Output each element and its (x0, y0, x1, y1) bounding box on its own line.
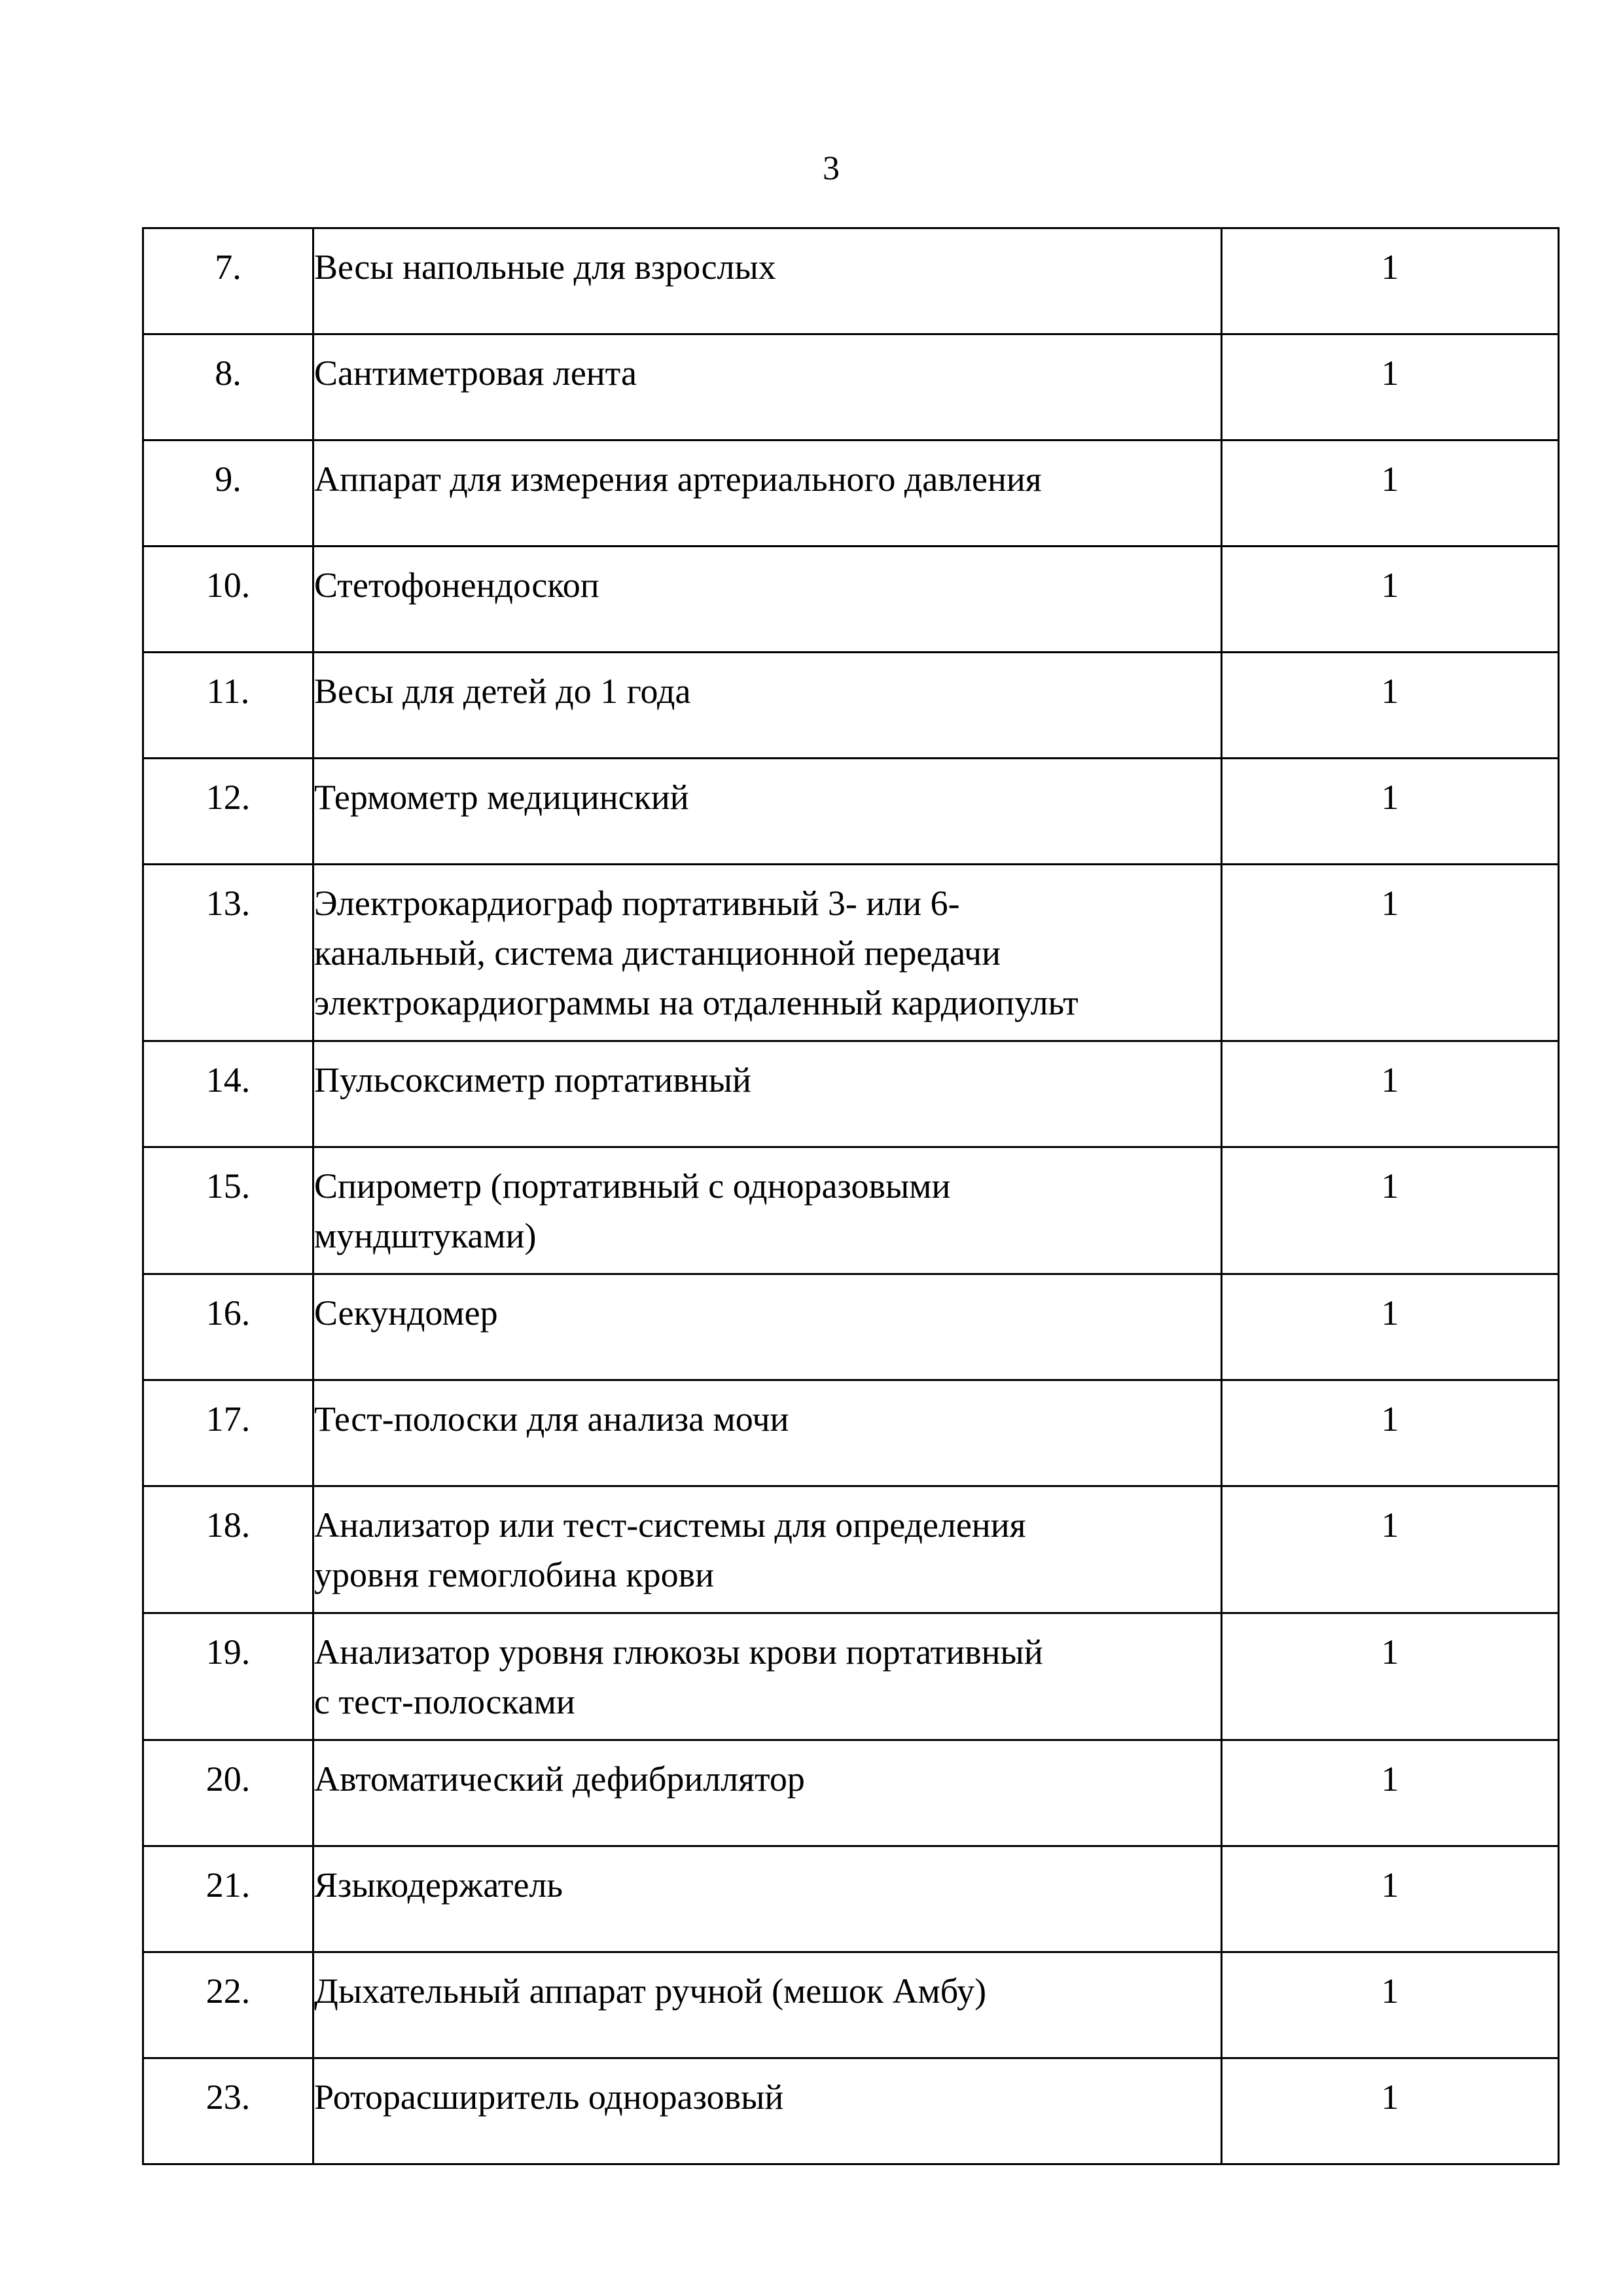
item-quantity: 1 (1222, 1846, 1559, 1952)
row-number: 14. (143, 1041, 313, 1147)
item-quantity: 1 (1222, 2058, 1559, 2164)
item-name (313, 865, 1222, 1041)
row-number: 22. (143, 1952, 313, 2058)
item-name-line: уровня гемоглобина крови (314, 1555, 715, 1594)
item-name: Термометр медицинский (313, 759, 1222, 865)
item-quantity: 1 (1222, 1952, 1559, 2058)
item-name (313, 1486, 1222, 1613)
table-row (143, 759, 1559, 865)
row-number: 20. (143, 1740, 313, 1846)
table-row (143, 1952, 1559, 2058)
item-name: Пульсоксиметр портативный (313, 1041, 1222, 1147)
item-quantity: 1 (1222, 1274, 1559, 1380)
table-row (143, 334, 1559, 440)
table-row (143, 1613, 1559, 1740)
row-number: 21. (143, 1846, 313, 1952)
table-row (143, 653, 1559, 759)
item-name-line: Анализатор или тест-системы для определения (314, 1505, 1026, 1545)
table-row (143, 1846, 1559, 1952)
item-name-line: электрокардиограммы на отдаленный кардиопульт (314, 983, 1079, 1022)
table-row (143, 2058, 1559, 2164)
item-name: Дыхательный аппарат ручной (мешок Амбу) (313, 1952, 1222, 2058)
row-number: 19. (143, 1613, 313, 1740)
item-name-line: мундштуками) (314, 1216, 537, 1255)
item-quantity: 1 (1222, 228, 1559, 334)
equipment-table (142, 227, 1560, 2165)
item-name (313, 1613, 1222, 1740)
item-name: Весы для детей до 1 года (313, 653, 1222, 759)
item-quantity: 1 (1222, 653, 1559, 759)
row-number: 12. (143, 759, 313, 865)
row-number: 8. (143, 334, 313, 440)
item-quantity: 1 (1222, 547, 1559, 653)
row-number: 23. (143, 2058, 313, 2164)
item-quantity: 1 (1222, 1147, 1559, 1274)
row-number: 16. (143, 1274, 313, 1380)
item-name: Роторасширитель одноразовый (313, 2058, 1222, 2164)
item-name-line: канальный, система дистанционной передачи (314, 933, 1001, 973)
table-row (143, 865, 1559, 1041)
item-name-line: Анализатор уровня глюкозы крови портативный (314, 1632, 1043, 1672)
item-name: Тест-полоски для анализа мочи (313, 1380, 1222, 1486)
item-name: Сантиметровая лента (313, 334, 1222, 440)
item-quantity: 1 (1222, 1041, 1559, 1147)
item-name (313, 1147, 1222, 1274)
item-name-line: Спирометр (портативный с одноразовыми (314, 1166, 951, 1206)
item-name: Автоматический дефибриллятор (313, 1740, 1222, 1846)
item-name: Языкодержатель (313, 1846, 1222, 1952)
item-quantity: 1 (1222, 1740, 1559, 1846)
row-number: 10. (143, 547, 313, 653)
row-number: 13. (143, 865, 313, 1041)
table-row (143, 1147, 1559, 1274)
table-row (143, 1380, 1559, 1486)
item-name: Секундомер (313, 1274, 1222, 1380)
page-number: 3 (823, 150, 840, 187)
row-number: 18. (143, 1486, 313, 1613)
item-name-line: с тест-полосками (314, 1682, 575, 1721)
table-row (143, 1274, 1559, 1380)
row-number: 15. (143, 1147, 313, 1274)
item-quantity: 1 (1222, 865, 1559, 1041)
table-row (143, 547, 1559, 653)
table-row (143, 1740, 1559, 1846)
table-row (143, 440, 1559, 547)
row-number: 9. (143, 440, 313, 547)
table-row (143, 1486, 1559, 1613)
item-name-line: Электрокардиограф портативный 3- или 6- (314, 884, 960, 923)
item-quantity: 1 (1222, 1613, 1559, 1740)
row-number: 11. (143, 653, 313, 759)
item-quantity: 1 (1222, 440, 1559, 547)
table-row (143, 1041, 1559, 1147)
row-number: 17. (143, 1380, 313, 1486)
item-name: Весы напольные для взрослых (313, 228, 1222, 334)
item-quantity: 1 (1222, 1486, 1559, 1613)
item-quantity: 1 (1222, 334, 1559, 440)
table-row (143, 228, 1559, 334)
item-name: Аппарат для измерения артериального давления (313, 440, 1222, 547)
row-number: 7. (143, 228, 313, 334)
item-quantity: 1 (1222, 759, 1559, 865)
item-quantity: 1 (1222, 1380, 1559, 1486)
item-name: Стетофонендоскоп (313, 547, 1222, 653)
